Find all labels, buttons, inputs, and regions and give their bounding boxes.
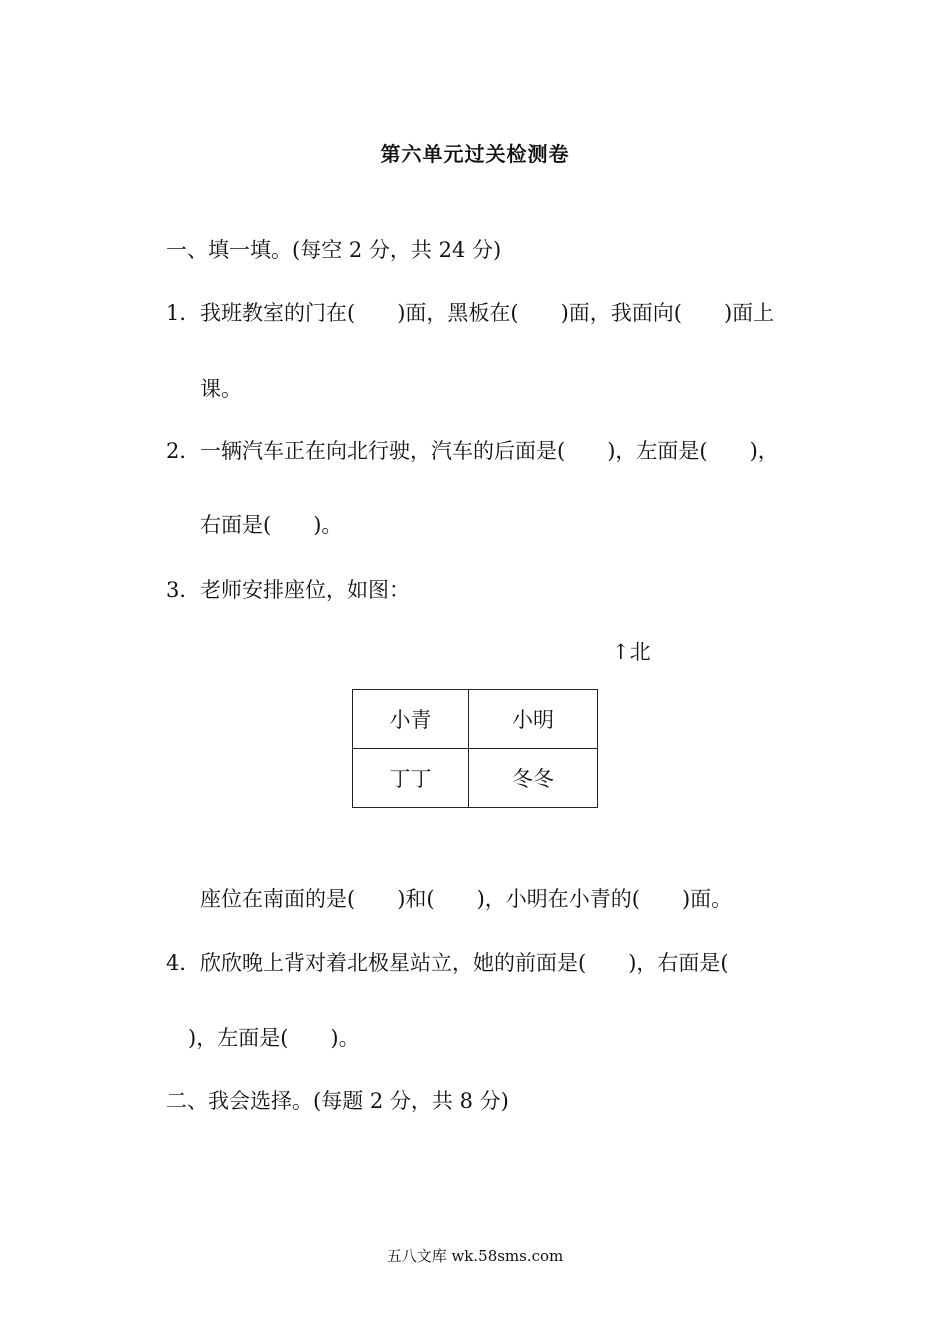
section-2-heading: 二、我会选择。(每题 2 分，共 8 分) bbox=[166, 1089, 509, 1113]
question-3-number: 3． bbox=[166, 578, 201, 602]
question-2-line-1: 一辆汽车正在向北行驶，汽车的后面是( )，左面是( )， bbox=[200, 439, 779, 463]
table-row bbox=[353, 690, 598, 749]
section-1-heading: 一、填一填。(每空 2 分，共 24 分) bbox=[166, 238, 502, 262]
seat-cell: 小青 bbox=[353, 690, 469, 749]
question-1-line-2: 课。 bbox=[200, 377, 242, 401]
question-4-line-1: 欣欣晚上背对着北极星站立，她的前面是( )，右面是( bbox=[200, 951, 729, 975]
table-row bbox=[353, 749, 598, 808]
seating-table bbox=[352, 689, 598, 808]
seat-cell: 丁丁 bbox=[353, 749, 469, 808]
question-4-number: 4． bbox=[166, 951, 201, 975]
question-4 bbox=[166, 949, 729, 977]
question-1 bbox=[166, 299, 774, 327]
footer-watermark: 五八文库 wk.58sms.com bbox=[386, 1247, 564, 1265]
question-3-line-2: 座位在南面的是( )和( )，小明在小青的( )面。 bbox=[200, 887, 733, 911]
page-title: 第六单元过关检测卷 bbox=[380, 142, 570, 166]
question-3-line-1: 老师安排座位，如图： bbox=[200, 578, 410, 602]
seat-cell: 冬冬 bbox=[469, 749, 598, 808]
question-2-line-2: 右面是( )。 bbox=[200, 513, 343, 537]
question-2 bbox=[166, 437, 779, 465]
question-1-line-1: 我班教室的门在( )面，黑板在( )面，我面向( )面上 bbox=[200, 301, 775, 325]
question-2-number: 2． bbox=[166, 439, 201, 463]
seat-cell: 小明 bbox=[469, 690, 598, 749]
north-arrow-label: ↑北 bbox=[612, 640, 651, 664]
question-1-number: 1． bbox=[166, 301, 201, 325]
question-3 bbox=[166, 576, 410, 604]
question-4-line-2: )，左面是( )。 bbox=[188, 1026, 360, 1050]
